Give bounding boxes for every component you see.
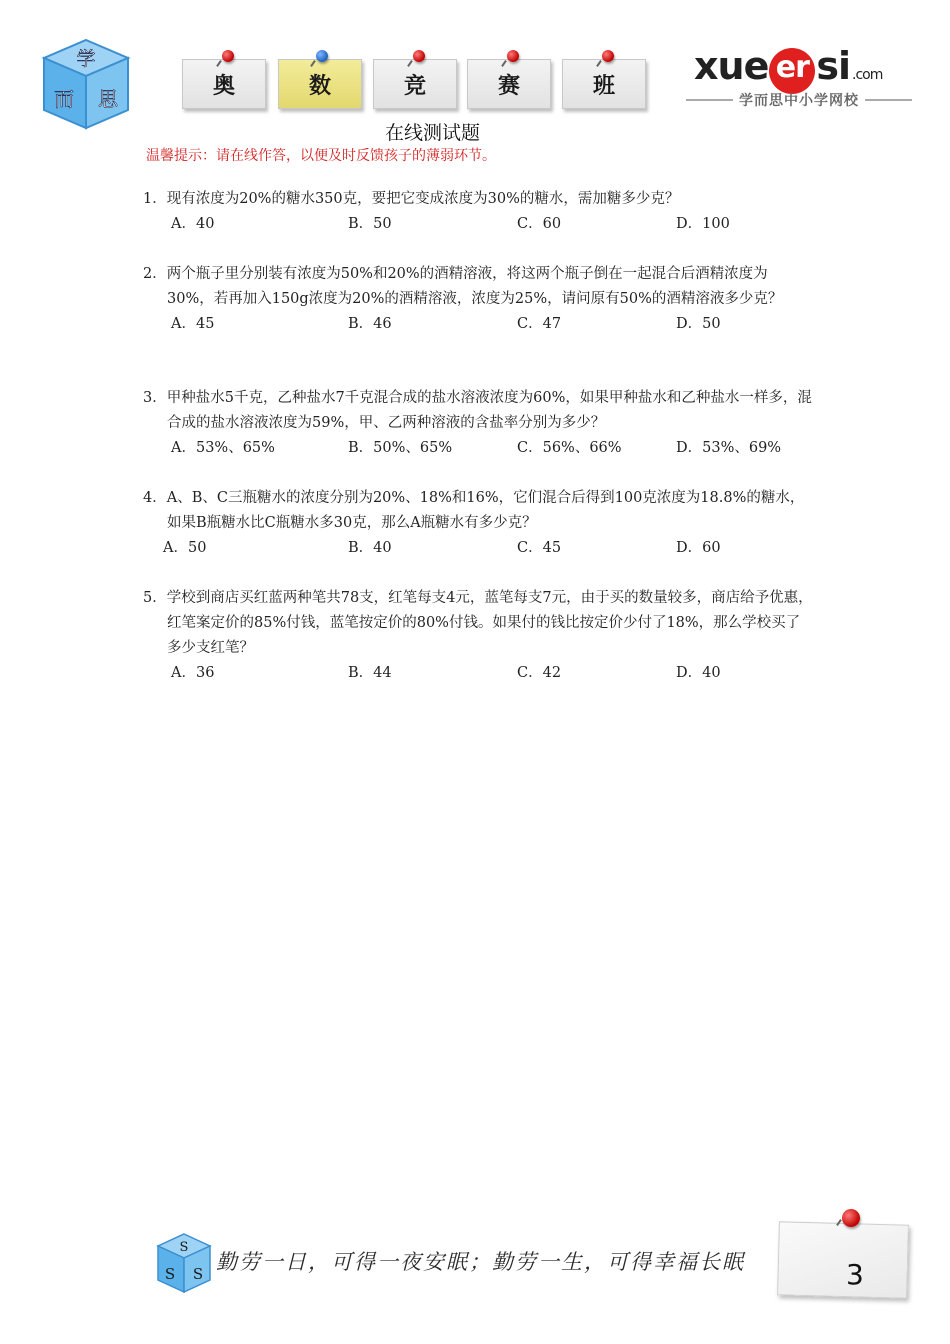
cube-logo-char: 思 [98, 87, 118, 111]
option-a[interactable]: A．36 [171, 665, 215, 681]
pushpin-icon [222, 50, 234, 62]
option-a[interactable]: A．45 [171, 316, 215, 332]
option-c[interactable]: C．42 [517, 665, 562, 681]
option-d[interactable]: D．40 [676, 665, 721, 681]
brand-suffix: .com [852, 67, 883, 83]
option-b[interactable]: B．50%、65% [348, 440, 453, 456]
option-d[interactable]: D．100 [676, 216, 730, 232]
option-c[interactable]: C．45 [517, 540, 562, 556]
question-text: 5．学校到商店买红蓝两种笔共78支，红笔每支4元，蓝笔每支7元，由于买的数量较多，商店给予优惠，红笔案定价的85%付钱，蓝笔按定价的80%付钱。如果付的钱比按定价少付了18%，那么学校买了多少支红笔？ [143, 590, 813, 656]
pushpin-icon [602, 50, 614, 62]
option-b[interactable]: B．46 [348, 316, 392, 332]
pushpin-icon [507, 50, 519, 62]
brand-text-xue: xue [694, 44, 769, 88]
options-row [143, 661, 813, 686]
divider [686, 99, 733, 101]
brand-text-er: er [769, 48, 815, 94]
option-a[interactable]: A．50 [163, 540, 207, 556]
page-number: 3 [846, 1258, 864, 1291]
page-number-note [777, 1221, 909, 1298]
option-d[interactable]: D．50 [676, 316, 721, 332]
tab-label: 竞 [403, 73, 426, 99]
tab-jing[interactable] [373, 59, 457, 109]
tab-shu[interactable] [278, 59, 362, 109]
question-text: 1．现有浓度为20%的糖水350克，要把它变成浓度为30%的糖水，需加糖多少克？ [143, 191, 680, 207]
brand-subtitle [680, 90, 918, 110]
tab-sai[interactable] [467, 59, 551, 109]
pushpin-icon [316, 50, 328, 62]
footer-motto: 勤劳一日，可得一夜安眠；勤劳一生，可得幸福长眠 [216, 1250, 745, 1274]
question-text: 4．A、B、C三瓶糖水的浓度分别为20%、18%和16%，它们混合后得到100克浓度为18.8%的糖水，如果B瓶糖水比C瓶糖水多30克，那么A瓶糖水有多少克？ [143, 490, 805, 531]
divider [865, 99, 912, 101]
pushpin-icon [842, 1209, 860, 1227]
option-c[interactable]: C．56%、66% [517, 440, 622, 456]
option-b[interactable]: B．50 [348, 216, 392, 232]
tab-label: 班 [592, 73, 615, 99]
sss-logo-letter: S [192, 1265, 204, 1283]
cube-logo-char: 学 [76, 48, 96, 70]
option-a[interactable]: A．40 [171, 216, 215, 232]
options-row [143, 212, 813, 237]
sss-logo-letter: S [164, 1265, 176, 1283]
brand-logo[interactable] [694, 44, 882, 96]
tab-ao[interactable] [182, 59, 266, 109]
hint-text: 温馨提示：请在线作答，以便及时反馈孩子的薄弱环节。 [146, 148, 496, 164]
sss-logo-letter: S [179, 1240, 189, 1255]
brand-subtitle-text: 学而思中小学网校 [739, 93, 859, 109]
question-3 [143, 386, 813, 461]
option-d[interactable]: D．60 [676, 540, 721, 556]
pushpin-icon [413, 50, 425, 62]
sss-cube-logo [156, 1232, 212, 1294]
cube-logo-char: 而 [54, 87, 74, 111]
question-4 [143, 486, 813, 561]
option-c[interactable]: C．47 [517, 316, 562, 332]
tab-ban[interactable] [562, 59, 646, 109]
question-text: 3．甲种盐水5千克，乙种盐水7千克混合成的盐水溶液浓度为60%，如果甲种盐水和乙种盐水一样多，混合成的盐水溶液浓度为59%，甲、乙两种溶液的含盐率分别为多少？ [143, 390, 812, 431]
tab-label: 数 [308, 73, 331, 99]
options-row [143, 536, 813, 561]
option-d[interactable]: D．53%、69% [676, 440, 782, 456]
tab-label: 奥 [212, 73, 235, 99]
brand-text-si: si [816, 44, 850, 88]
question-text: 2．两个瓶子里分别装有浓度为50%和20%的酒精溶液，将这两个瓶子倒在一起混合后酒精浓度为30%，若再加入150g浓度为20%的酒精溶液，浓度为25%，请问原有50%的酒精溶液多少克？ [143, 266, 783, 307]
tab-label: 赛 [497, 73, 520, 99]
option-a[interactable]: A．53%、65% [171, 440, 275, 456]
option-c[interactable]: C．60 [517, 216, 562, 232]
question-5 [143, 586, 813, 686]
option-b[interactable]: B．40 [348, 540, 392, 556]
page-title: 在线测试题 [384, 122, 480, 144]
question-1 [143, 187, 813, 237]
option-b[interactable]: B．44 [348, 665, 392, 681]
question-2 [143, 262, 813, 337]
options-row [143, 436, 813, 461]
options-row [143, 312, 813, 337]
